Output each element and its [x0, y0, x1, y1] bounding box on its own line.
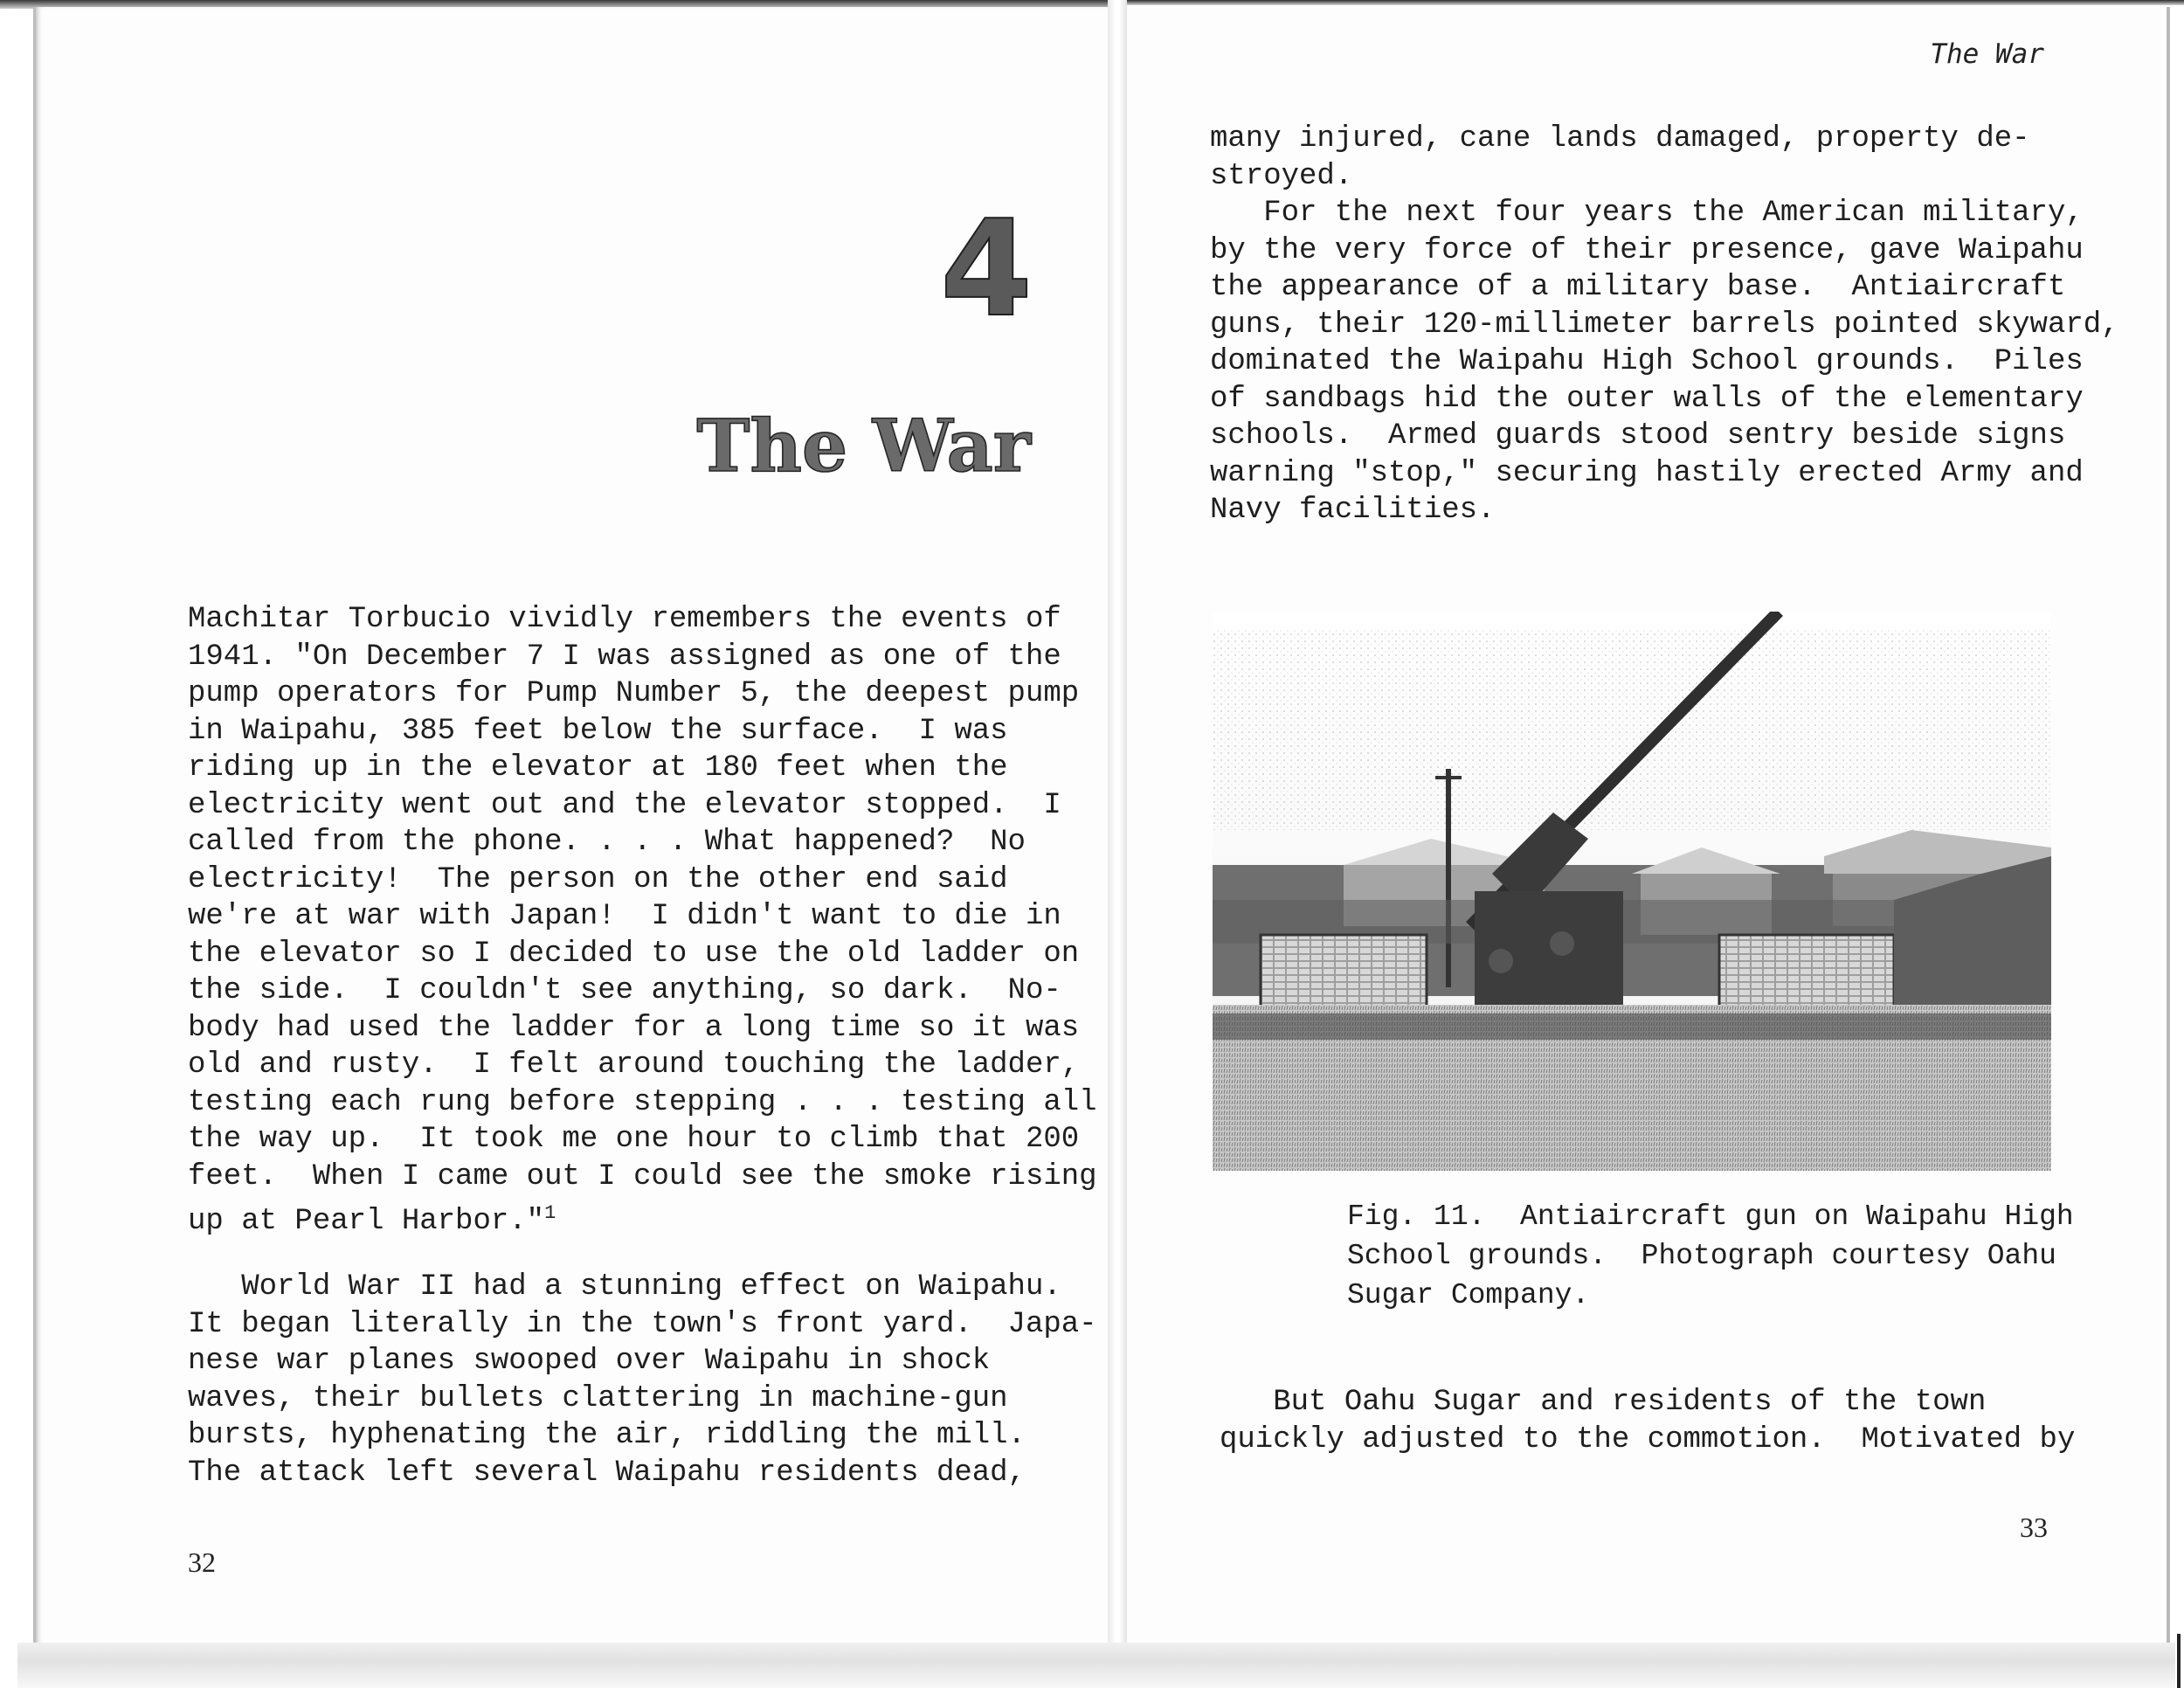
top-edge-shadow-right — [1127, 0, 2184, 5]
chapter-title: The War — [696, 405, 1031, 488]
bottom-edge-shadow — [17, 1643, 2175, 1688]
left-paragraph-1-text: Machitar Torbucio vividly remembers the events of 1941. "On December 7 I was assigned as one of the pump operators for Pump Number 5, the deepest pump in Waipahu, 385 feet below the surface. I was riding up in the elevator at 180 feet when the electricity went out and the elevator stopped. I called from the phone. . . . What happened? No electricity! The person on the other end said we're at war with Japan! I didn't want to die in the elevator so I decided to use the old ladder on the side. I couldn't see anything, so dark. No- body had used the ladder for a long time so it was old and rusty. I felt around touching the ladder, testing each rung before stepping . . . testing all the way up. It took me one hour to climb that 200 feet. When I came out I could see the smoke rising up at Pearl Harbor." — [188, 603, 1097, 1238]
gunner-2 — [1550, 931, 1574, 956]
right-paragraph-2: But Oahu Sugar and residents of the town quickly adjusted to the commotion. Motivated by — [1220, 1386, 2076, 1456]
running-head: The War — [1930, 38, 2044, 70]
gunner-1 — [1489, 949, 1513, 973]
right-paragraph-1: many injured, cane lands damaged, property de- stroyed. For the next four years the American military, by the very force of their presence, gave Waipahu the appearance of a military base. Antiaircraft guns, their 120-millimeter barrels pointed skyward, dominated the Waipahu High School grounds. Piles of sandbags hid the outer walls of the elementary schools. Armed guards stood sentry beside signs warning "stop," securing hastily erected Army and Navy facilities. — [1210, 122, 2119, 527]
left-paragraph-2: World War II had a stunning effect on Waipahu. It began literally in the town's front yard. Japa- nese war planes swooped over Waipahu in shock waves, their bullets clattering in machine-gun bursts, hyphenating the air, riddling the mill. The attack left several Waipahu residents dead, — [188, 1270, 1097, 1490]
book-gutter — [1108, 0, 1127, 1660]
gun-platform — [1213, 1013, 2051, 1040]
cloud-texture — [1213, 629, 2051, 830]
page-number-right: 33 — [2020, 1512, 2048, 1543]
chapter-number: 4 — [940, 191, 1033, 346]
antiaircraft-gun-photo — [1213, 612, 2051, 1171]
right-edge-mark — [2177, 1634, 2181, 1688]
left-paragraph-1 — [188, 601, 1097, 1241]
figure-caption: Fig. 11. Antiaircraft gun on Waipahu High School grounds. Photograph courtesy Oahu Sugar Company. — [1347, 1200, 2074, 1311]
footnote-marker: 1 — [544, 1202, 556, 1224]
page-number-left: 32 — [188, 1546, 216, 1578]
